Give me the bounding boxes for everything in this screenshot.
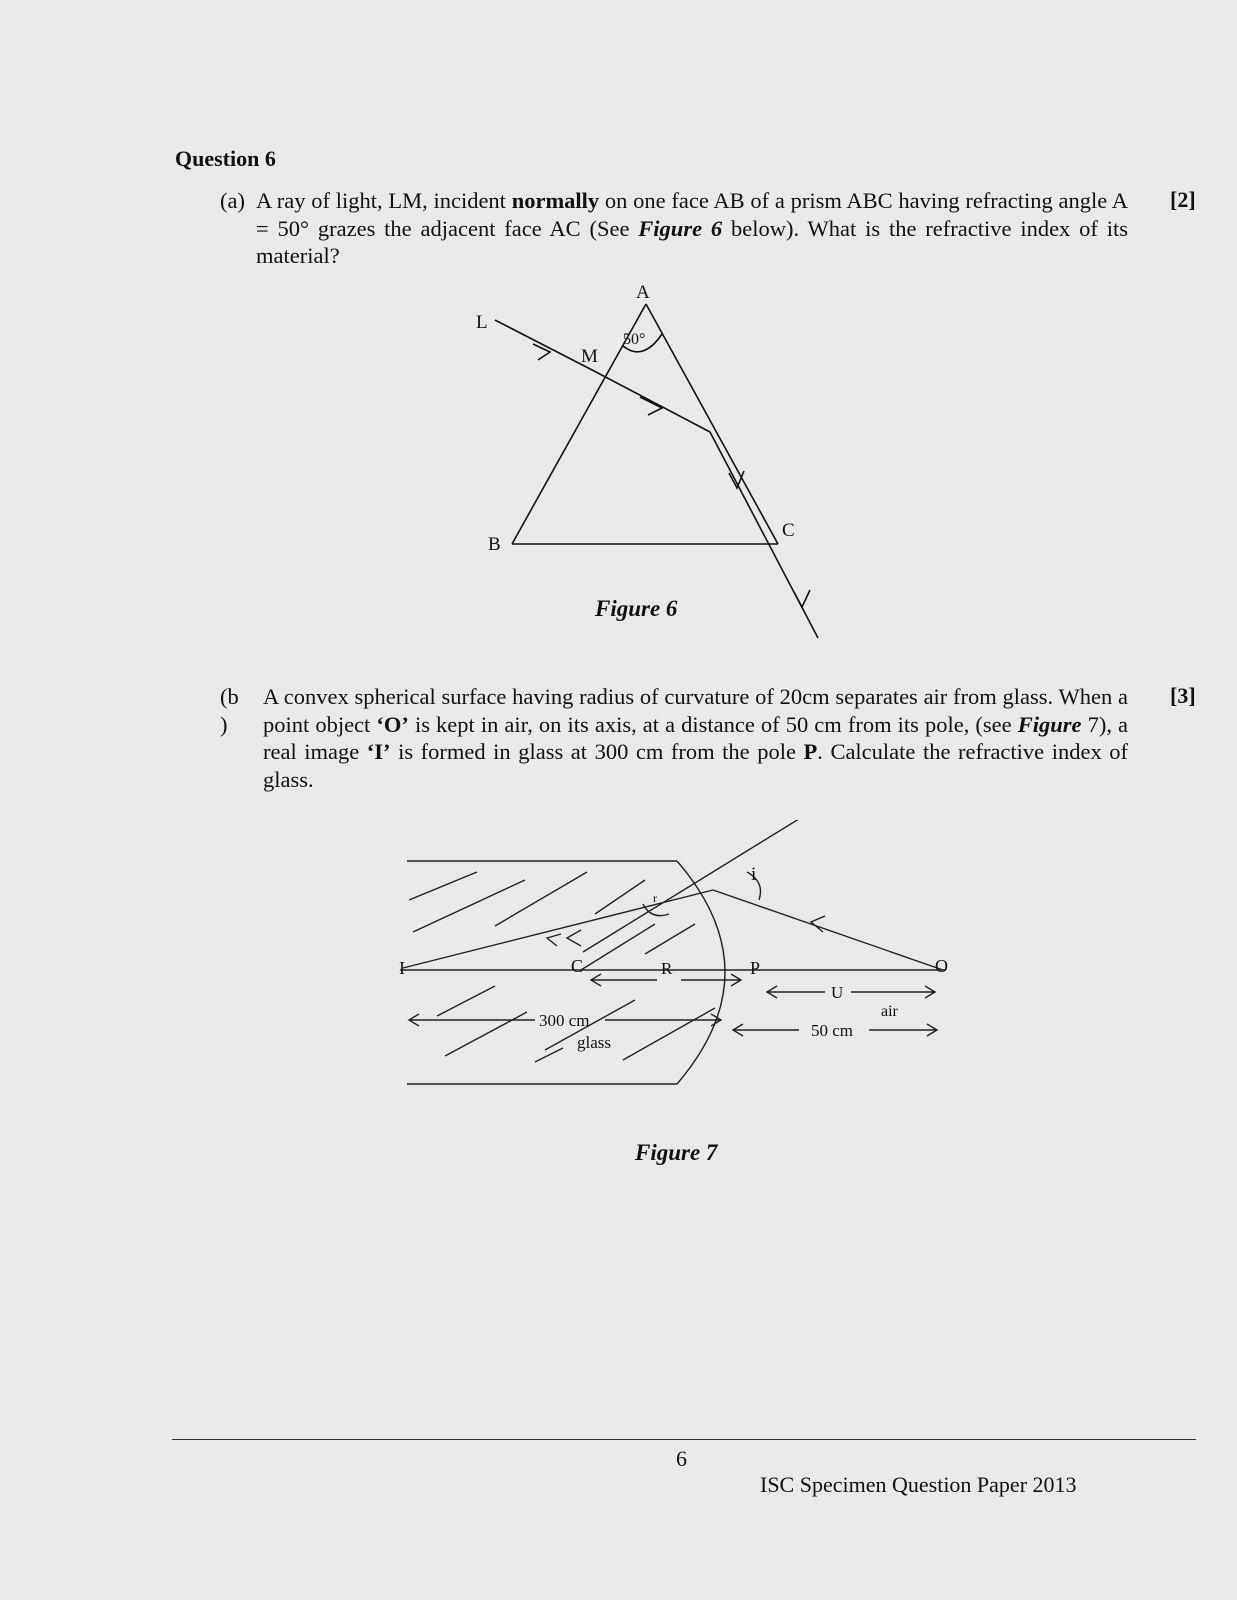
fig7-label-p: P [750,958,761,978]
figure-6-ref: Figure 6 [638,215,723,241]
fig6-angle-label: 50° [623,331,646,348]
fig7-label-air: air [881,1003,898,1020]
part-b-label: (b ) [220,684,239,737]
fig6-label-l: L [476,312,488,333]
pole-label: P [803,739,818,764]
part-b-text: A convex spherical surface having radius of curvature of 20cm separates air from glass. When a point object ‘O’ is kept in air, on its axis, at a distance of 50 cm from its pole, (see Figure 7), a real image ‘I’ is formed in glass at 300 cm from the pole P. Calculate the refractive index of glass. [263,684,1128,792]
part-a-marks: [2] [1170,187,1196,212]
footer-rule [172,1439,1196,1440]
fig6-label-a: A [636,282,650,303]
figure-6-prism-diagram [440,280,860,660]
fig7-label-glass: glass [577,1033,611,1052]
figure-7-ref: Figure [1017,711,1082,737]
page-number: 6 [676,1446,687,1471]
bold-normally: normally [511,188,600,213]
question-title: Question 6 [175,146,276,171]
fig6-label-b: B [488,534,501,555]
footer-text: ISC Specimen Question Paper 2013 [760,1472,1077,1497]
part-b-marks: [3] [1170,683,1196,708]
fig7-label-o: O [935,956,948,976]
fig7-label-300cm: 300 cm [539,1011,590,1030]
fig7-label-r-radius: R [661,959,673,978]
figure-7-caption: Figure 7 [635,1140,718,1165]
part-a-label: (a) [220,188,245,213]
fig6-label-m: M [581,346,598,367]
fig6-label-c: C [782,520,795,541]
fig7-label-r-angle: r [653,891,657,905]
part-a-text: A ray of light, LM, incident normally on one face AB of a prism ABC having refracting angle A = 50° grazes the adjacent face AC (See Figure 6 below). What is the refractive index of its material? [256,188,1128,268]
object-label: ‘O’ [376,711,409,737]
fig7-label-i-angle: i [751,864,757,885]
image-label: ‘I’ [366,739,391,764]
figure-6-caption: Figure 6 [595,596,678,621]
fig7-label-50cm: 50 cm [811,1021,854,1040]
figure-7-refraction-diagram [395,820,975,1180]
fig7-label-u: U [831,983,844,1002]
fig7-label-c: C [571,956,584,976]
fig7-label-i-image: I [399,958,405,978]
